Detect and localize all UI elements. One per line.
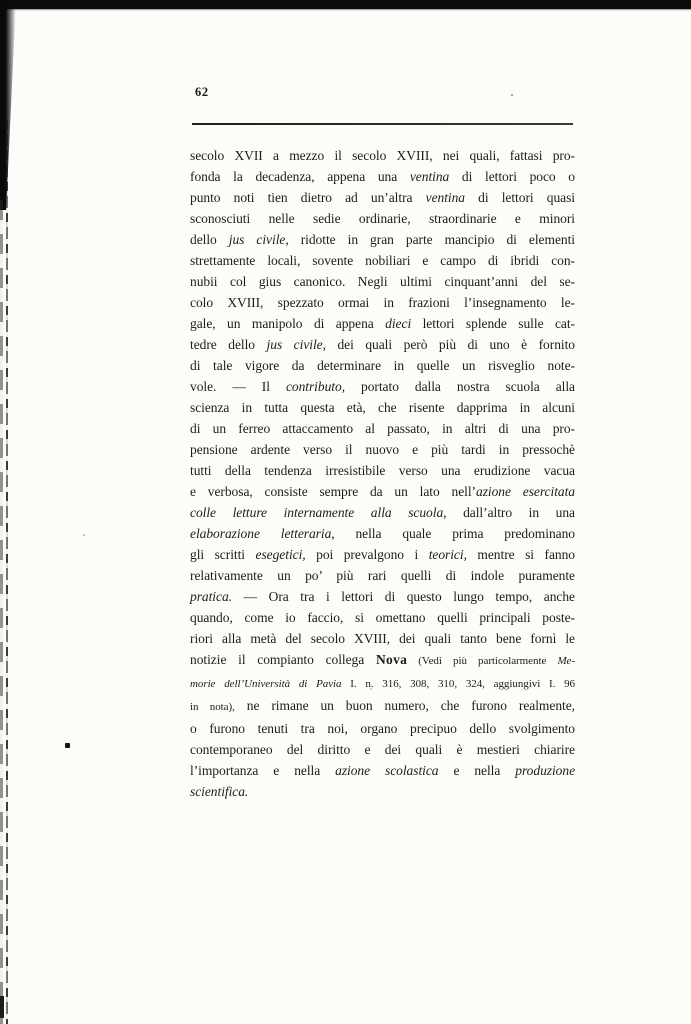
text-line [190, 355, 575, 376]
text-segment-normal: sconosciuti nelle sedie ordinarie, straordinarie e minori [190, 211, 575, 226]
text-line [190, 292, 575, 313]
text-segment-small-italic: Me- [557, 655, 575, 667]
text-segment-italic: jus civile, [266, 337, 326, 352]
text-segment-normal: l’importanza e nella [190, 763, 336, 778]
text-segment-italic: colle letture internamente alla scuola [190, 505, 444, 520]
scan-speck [83, 534, 85, 536]
text-line [190, 586, 575, 607]
text-segment-normal: riori alla metà del secolo XVIII, dei quali tanto bene fornì le [190, 631, 575, 646]
text-segment-normal: nubii col gius canonico. Negli ultimi cinquant’anni del se- [190, 274, 575, 289]
text-segment-normal: colo XVIII, spezzato ormai in frazioni l’insegnamento le- [190, 295, 575, 310]
text-line [190, 649, 575, 672]
text-line [190, 166, 575, 187]
scan-edge-top [0, 0, 691, 9]
scan-speck [511, 94, 513, 96]
text-segment-normal: fonda la decadenza, appena una [190, 169, 410, 184]
text-segment-italic: dieci [385, 316, 412, 331]
text-segment-italic: ventina [425, 190, 466, 205]
text-segment-normal: ridotte in gran parte mancipio di elementi [288, 232, 575, 247]
text-segment-normal: scienza in tutta questa età, che risente dapprima in alcuni [190, 400, 575, 415]
text-line [190, 208, 575, 229]
text-segment-normal: mentre si fanno [466, 547, 575, 562]
text-line [190, 523, 575, 544]
text-line [190, 739, 575, 760]
text-segment-normal: strettamente locali, sovente nobiliari e campo di ibridi con- [190, 253, 575, 268]
text-line [190, 672, 575, 695]
text-line [190, 565, 575, 586]
text-segment-normal: — Ora tra i lettori di questo lungo tempo, anche [231, 589, 575, 604]
text-segment-small: in nota), [190, 701, 235, 713]
text-segment-small: (Vedi più particolarmente [407, 655, 558, 667]
text-segment-normal: contemporaneo del diritto e dei quali è mestieri chiarire [190, 742, 575, 757]
scan-edge-left-binding [0, 0, 16, 210]
scan-corner-mark [0, 996, 4, 1018]
text-line [190, 187, 575, 208]
text-segment-small-italic: morie dell’Università di Pavia [190, 678, 342, 690]
text-segment-italic: azione scolastica [335, 763, 439, 778]
text-segment-normal: tutti della tendenza irresistibile verso una erudizione vacua [190, 463, 575, 478]
text-segment-normal: dei quali però più di uno è fornito [325, 337, 575, 352]
text-segment-normal: punto noti tien dietro ad un’altra [190, 190, 426, 205]
text-segment-normal: poi prevalgono i [305, 547, 429, 562]
text-line [190, 460, 575, 481]
text-line [190, 376, 575, 397]
text-segment-normal: gli scritti [190, 547, 256, 562]
text-segment-normal: di tale vigore da determinare in quelle un risveglio note- [190, 358, 575, 373]
text-segment-italic: elaborazione letteraria [190, 526, 332, 541]
text-line [190, 145, 575, 166]
text-segment-small: I. n. 316, 308, 310, 324, aggiungivi I. 96 [341, 678, 575, 690]
text-segment-normal: di lettori quasi [465, 190, 575, 205]
text-line [190, 334, 575, 355]
text-segment-normal: , nella quale prima predominano [331, 526, 575, 541]
text-line [190, 718, 575, 739]
text-line [190, 628, 575, 649]
text-segment-normal: dello [190, 232, 229, 247]
text-line [190, 781, 575, 802]
text-line [190, 418, 575, 439]
text-segment-normal: e verbosa, consiste sempre da un lato nell’ [190, 484, 476, 499]
text-segment-italic: azione esercitata [476, 484, 576, 499]
text-segment-normal: , dall’altro in una [443, 505, 575, 520]
text-segment-normal: ne rimane un buon numero, che furono realmente, [234, 698, 575, 713]
text-segment-normal: quando, come io faccio, si omettano quelli principali poste- [190, 610, 575, 625]
page-number: 62 [195, 85, 209, 99]
text-segment-normal: di un ferreo attaccamento al passato, in altri di una pro- [190, 421, 575, 436]
text-line [190, 313, 575, 334]
text-segment-italic: teorici, [428, 547, 467, 562]
text-segment-italic: contributo [285, 379, 342, 394]
text-segment-italic: jus civile, [228, 232, 289, 247]
text-segment-normal: relativamente un po’ più rari quelli di indole puramente [190, 568, 575, 583]
text-segment-normal: tedre dello [190, 337, 267, 352]
text-line [190, 695, 575, 718]
scan-binding-line [6, 120, 8, 1024]
header-rule [192, 123, 573, 125]
text-line [190, 760, 575, 781]
text-segment-normal: gale, un manipolo di appena [190, 316, 386, 331]
text-segment-italic: produzione [515, 763, 576, 778]
text-segment-normal: notizie il compianto collega [190, 652, 376, 667]
text-segment-bold: Nova [375, 652, 408, 667]
text-segment-italic: pratica. [190, 589, 232, 604]
text-segment-normal: e nella [438, 763, 516, 778]
text-segment-italic: ventina [409, 169, 450, 184]
text-block [190, 145, 575, 802]
text-segment-normal: secolo XVII a mezzo il secolo XVIII, nei quali, fattasi pro- [190, 148, 575, 163]
text-line [190, 481, 575, 502]
text-line [190, 439, 575, 460]
text-segment-normal: vole. — Il [190, 379, 286, 394]
text-segment-normal: di lettori poco o [449, 169, 575, 184]
text-line [190, 544, 575, 565]
text-segment-italic: scientifica. [190, 784, 249, 799]
text-line [190, 229, 575, 250]
text-segment-normal: pensione ardente verso il nuovo e più tardi in pressochè [190, 442, 575, 457]
text-line [190, 397, 575, 418]
text-segment-italic: esegetici, [255, 547, 306, 562]
scan-speck [65, 743, 70, 748]
text-segment-normal: o furono tenuti tra noi, organo precipuo dello svolgimento [190, 721, 575, 736]
text-line [190, 250, 575, 271]
text-segment-normal: , portato dalla nostra scuola alla [341, 379, 575, 394]
text-line [190, 607, 575, 628]
scan-edge-left-strip [0, 200, 3, 1024]
text-line [190, 502, 575, 523]
text-line [190, 271, 575, 292]
text-segment-normal: lettori splende sulle cat- [411, 316, 575, 331]
